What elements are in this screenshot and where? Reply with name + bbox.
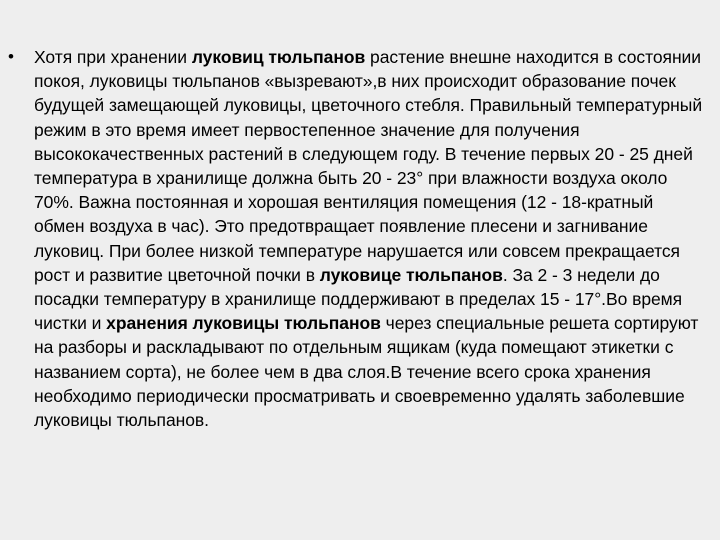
bullet-item <box>8 45 708 432</box>
bullet-marker: • <box>8 47 14 66</box>
text-run: . За 2 - 3 недели до посадки температуру в хранилище поддерживают в пределах 15 - 17°.Во время чистки и <box>34 264 683 334</box>
bold-text-run: луковиц тюльпанов <box>191 47 366 67</box>
text-run: через специальные решета сортируют на разборы и раскладывают по отдельным ящикам (куда помещают этикетки с названием сорта), не более чем в два слоя.В течение всего срока хранения необходимо периодически просматривать и своевременно удалять заболевшие луковицы тюльпанов. <box>34 313 699 431</box>
text-run: Хотя при хранении <box>34 47 192 67</box>
text-run: растение внешне находится в состоянии покоя, луковицы тюльпанов «вызревают»,в них происходит образование почек будущей замещающей луковицы, цветочного стебля. Правильный температурный режим в это время имеет первостепенное значение для получения высококачественных растений в следующем году. В течение первых 20 - 25 дней температура в хранилище должна быть 20 - 23° при влажности воздуха около 70%. Важна постоянная и хорошая вентиляция помещения (12 - 18-кратный обмен воздуха в час). Это предотвращает появление плесени и загнивание луковиц. При более низкой температуре нарушается или совсем прекращается рост и развитие цветочной почки в <box>34 47 703 285</box>
bold-text-run: хранения луковицы тюльпанов <box>106 313 381 334</box>
body-paragraph <box>34 45 708 432</box>
bold-text-run: луковице тюльпанов <box>319 264 503 285</box>
